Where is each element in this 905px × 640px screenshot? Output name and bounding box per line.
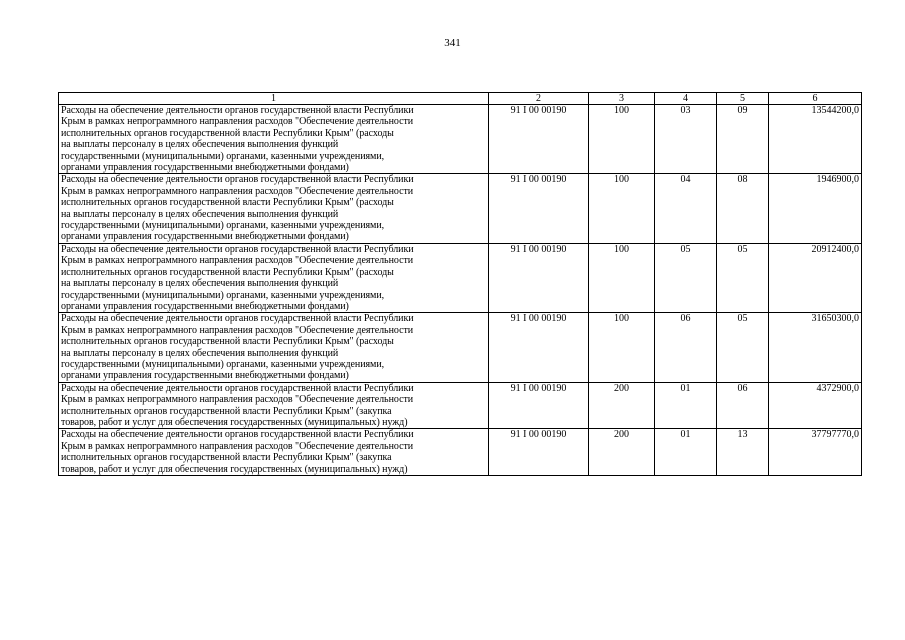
description-line: государственными (муниципальными) органами, казенными учреждениями, xyxy=(61,358,385,370)
description-line: исполнительных органов государственной власти Республики Крым" (расходы xyxy=(61,127,394,139)
row-section: 06 xyxy=(655,313,717,382)
table-row xyxy=(59,243,862,312)
row-target-code: 91 I 00 00190 xyxy=(489,429,589,476)
row-subsection: 08 xyxy=(717,174,769,243)
description-line: исполнительных органов государственной власти Республики Крым" (расходы xyxy=(61,197,394,209)
table-row xyxy=(59,174,862,243)
table-header-row xyxy=(59,93,862,105)
page-number: 341 xyxy=(444,37,461,49)
description-line: государственными (муниципальными) органами, казенными учреждениями, xyxy=(61,220,385,232)
row-amount: 1946900,0 xyxy=(769,174,862,243)
row-description xyxy=(59,105,489,174)
row-amount: 13544200,0 xyxy=(769,105,862,174)
table-row xyxy=(59,105,862,174)
description-line: государственными (муниципальными) органами, казенными учреждениями, xyxy=(61,289,385,301)
column-header-6: 6 xyxy=(769,93,862,105)
row-subsection: 09 xyxy=(717,105,769,174)
column-header-5: 5 xyxy=(717,93,769,105)
description-line: Расходы на обеспечение деятельности органов государственной власти Республики xyxy=(61,382,414,394)
row-target-code: 91 I 00 00190 xyxy=(489,174,589,243)
description-line: товаров, работ и услуг для обеспечения государственных (муниципальных) нужд) xyxy=(61,416,408,428)
description-line: товаров, работ и услуг для обеспечения государственных (муниципальных) нужд) xyxy=(61,463,408,475)
column-header-4: 4 xyxy=(655,93,717,105)
description-line: Крым в рамках непрограммного направления расходов "Обеспечение деятельности xyxy=(61,185,414,197)
row-subsection: 05 xyxy=(717,243,769,312)
description-line: Крым в рамках непрограммного направления расходов "Обеспечение деятельности xyxy=(61,324,414,336)
row-subsection: 05 xyxy=(717,313,769,382)
description-line: Крым в рамках непрограммного направления расходов "Обеспечение деятельности xyxy=(61,394,414,406)
row-section: 04 xyxy=(655,174,717,243)
description-line: органами управления государственными внебюджетными фондами) xyxy=(61,162,349,174)
row-amount: 4372900,0 xyxy=(769,382,862,429)
description-line: исполнительных органов государственной власти Республики Крым" (расходы xyxy=(61,336,394,348)
row-expense-type: 100 xyxy=(589,105,655,174)
description-line: исполнительных органов государственной власти Республики Крым" (закупка xyxy=(61,405,392,417)
description-line: Крым в рамках непрограммного направления расходов "Обеспечение деятельности xyxy=(61,255,414,267)
column-header-2: 2 xyxy=(489,93,589,105)
row-target-code: 91 I 00 00190 xyxy=(489,313,589,382)
row-description xyxy=(59,429,489,476)
row-target-code: 91 I 00 00190 xyxy=(489,105,589,174)
description-line: на выплаты персоналу в целях обеспечения выполнения функций xyxy=(61,347,339,359)
row-amount: 20912400,0 xyxy=(769,243,862,312)
row-expense-type: 100 xyxy=(589,174,655,243)
description-line: Крым в рамках непрограммного направления расходов "Обеспечение деятельности xyxy=(61,440,414,452)
description-line: на выплаты персоналу в целях обеспечения выполнения функций xyxy=(61,278,339,290)
row-expense-type: 200 xyxy=(589,382,655,429)
description-line: на выплаты персоналу в целях обеспечения выполнения функций xyxy=(61,208,339,220)
row-expense-type: 200 xyxy=(589,429,655,476)
row-section: 05 xyxy=(655,243,717,312)
row-subsection: 13 xyxy=(717,429,769,476)
row-subsection: 06 xyxy=(717,382,769,429)
description-line: Расходы на обеспечение деятельности органов государственной власти Республики xyxy=(61,313,414,325)
description-line: Расходы на обеспечение деятельности органов государственной власти Республики xyxy=(61,429,414,441)
description-line: исполнительных органов государственной власти Республики Крым" (расходы xyxy=(61,266,394,278)
row-target-code: 91 I 00 00190 xyxy=(489,382,589,429)
description-line: Расходы на обеспечение деятельности органов государственной власти Республики xyxy=(61,105,414,116)
row-section: 03 xyxy=(655,105,717,174)
description-line: государственными (муниципальными) органами, казенными учреждениями, xyxy=(61,150,385,162)
budget-table xyxy=(58,92,862,476)
row-target-code: 91 I 00 00190 xyxy=(489,243,589,312)
table-row xyxy=(59,429,862,476)
row-section: 01 xyxy=(655,382,717,429)
row-description xyxy=(59,243,489,312)
row-amount: 31650300,0 xyxy=(769,313,862,382)
description-line: Крым в рамках непрограммного направления расходов "Обеспечение деятельности xyxy=(61,116,414,128)
description-line: органами управления государственными внебюджетными фондами) xyxy=(61,300,349,312)
row-expense-type: 100 xyxy=(589,313,655,382)
table-row xyxy=(59,382,862,429)
row-expense-type: 100 xyxy=(589,243,655,312)
row-description xyxy=(59,382,489,429)
table-body xyxy=(59,105,862,476)
row-amount: 37797770,0 xyxy=(769,429,862,476)
description-line: Расходы на обеспечение деятельности органов государственной власти Республики xyxy=(61,174,414,186)
row-section: 01 xyxy=(655,429,717,476)
description-line: исполнительных органов государственной власти Республики Крым" (закупка xyxy=(61,452,392,464)
description-line: органами управления государственными внебюджетными фондами) xyxy=(61,370,349,382)
description-line: органами управления государственными внебюджетными фондами) xyxy=(61,231,349,243)
description-line: на выплаты персоналу в целях обеспечения выполнения функций xyxy=(61,139,339,151)
row-description xyxy=(59,174,489,243)
table-row xyxy=(59,313,862,382)
row-description xyxy=(59,313,489,382)
description-line: Расходы на обеспечение деятельности органов государственной власти Республики xyxy=(61,243,414,255)
column-header-1: 1 xyxy=(59,93,489,105)
column-header-3: 3 xyxy=(589,93,655,105)
